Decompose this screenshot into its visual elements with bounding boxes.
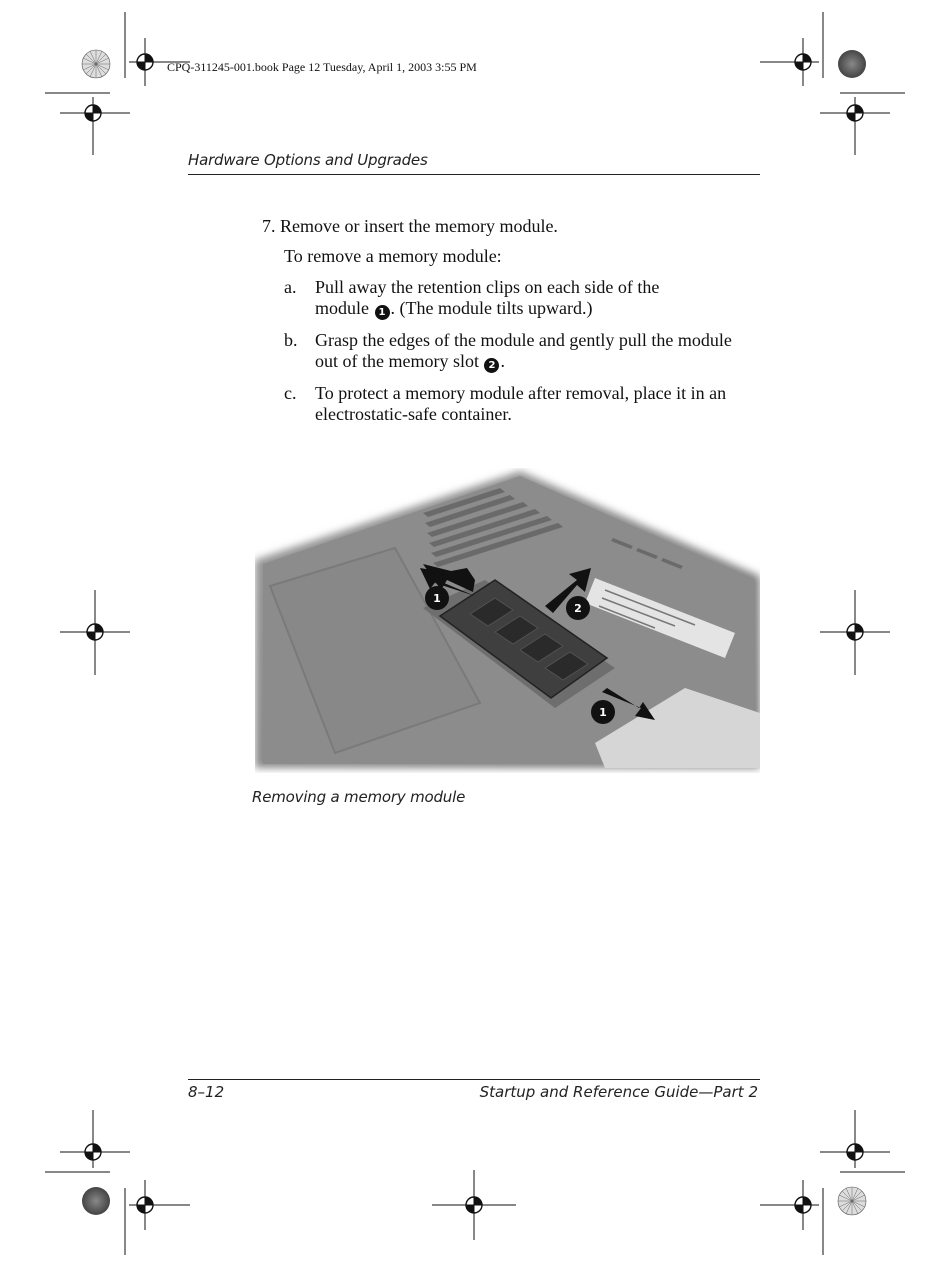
callout-1-icon: 1 (375, 305, 390, 320)
substep-a: a. Pull away the retention clips on each side of the module 1 . (The module tilts upward.) (284, 277, 660, 318)
callout-2-icon: 2 (574, 602, 582, 615)
substep-c: c. To protect a memory module after removal, place it in an electrostatic-safe container. (284, 383, 727, 424)
substep-text: Grasp the edges of the module and gently pull the module (315, 330, 732, 350)
header-rule (188, 174, 760, 175)
print-slug-line: CPQ-311245-001.book Page 12 Tuesday, April 1, 2003 3:55 PM (167, 60, 477, 74)
step-intro: To remove a memory module: (284, 246, 502, 266)
memory-module-photo (255, 468, 760, 773)
substep-text: To protect a memory module after removal, place it in an (315, 383, 727, 403)
callout-2-icon: 2 (484, 358, 499, 373)
footer-title: Startup and Reference Guide—Part 2 (479, 1083, 758, 1101)
page-number: 8–12 (188, 1083, 225, 1101)
step-7: 7. Remove or insert the memory module. (262, 216, 558, 236)
figure-caption: Removing a memory module (252, 788, 466, 806)
substep-text: Pull away the retention clips on each side of the (315, 277, 660, 297)
substep-label: b. (284, 330, 298, 350)
callout-1-icon: 1 (599, 706, 607, 719)
callout-1-icon: 1 (433, 592, 441, 605)
footer-rule (188, 1079, 760, 1080)
substep-b: b. Grasp the edges of the module and gently pull the module out of the memory slot 2 . (284, 330, 732, 371)
substep-label: c. (284, 383, 297, 403)
running-header: Hardware Options and Upgrades (188, 151, 428, 169)
substep-label: a. (284, 277, 297, 297)
